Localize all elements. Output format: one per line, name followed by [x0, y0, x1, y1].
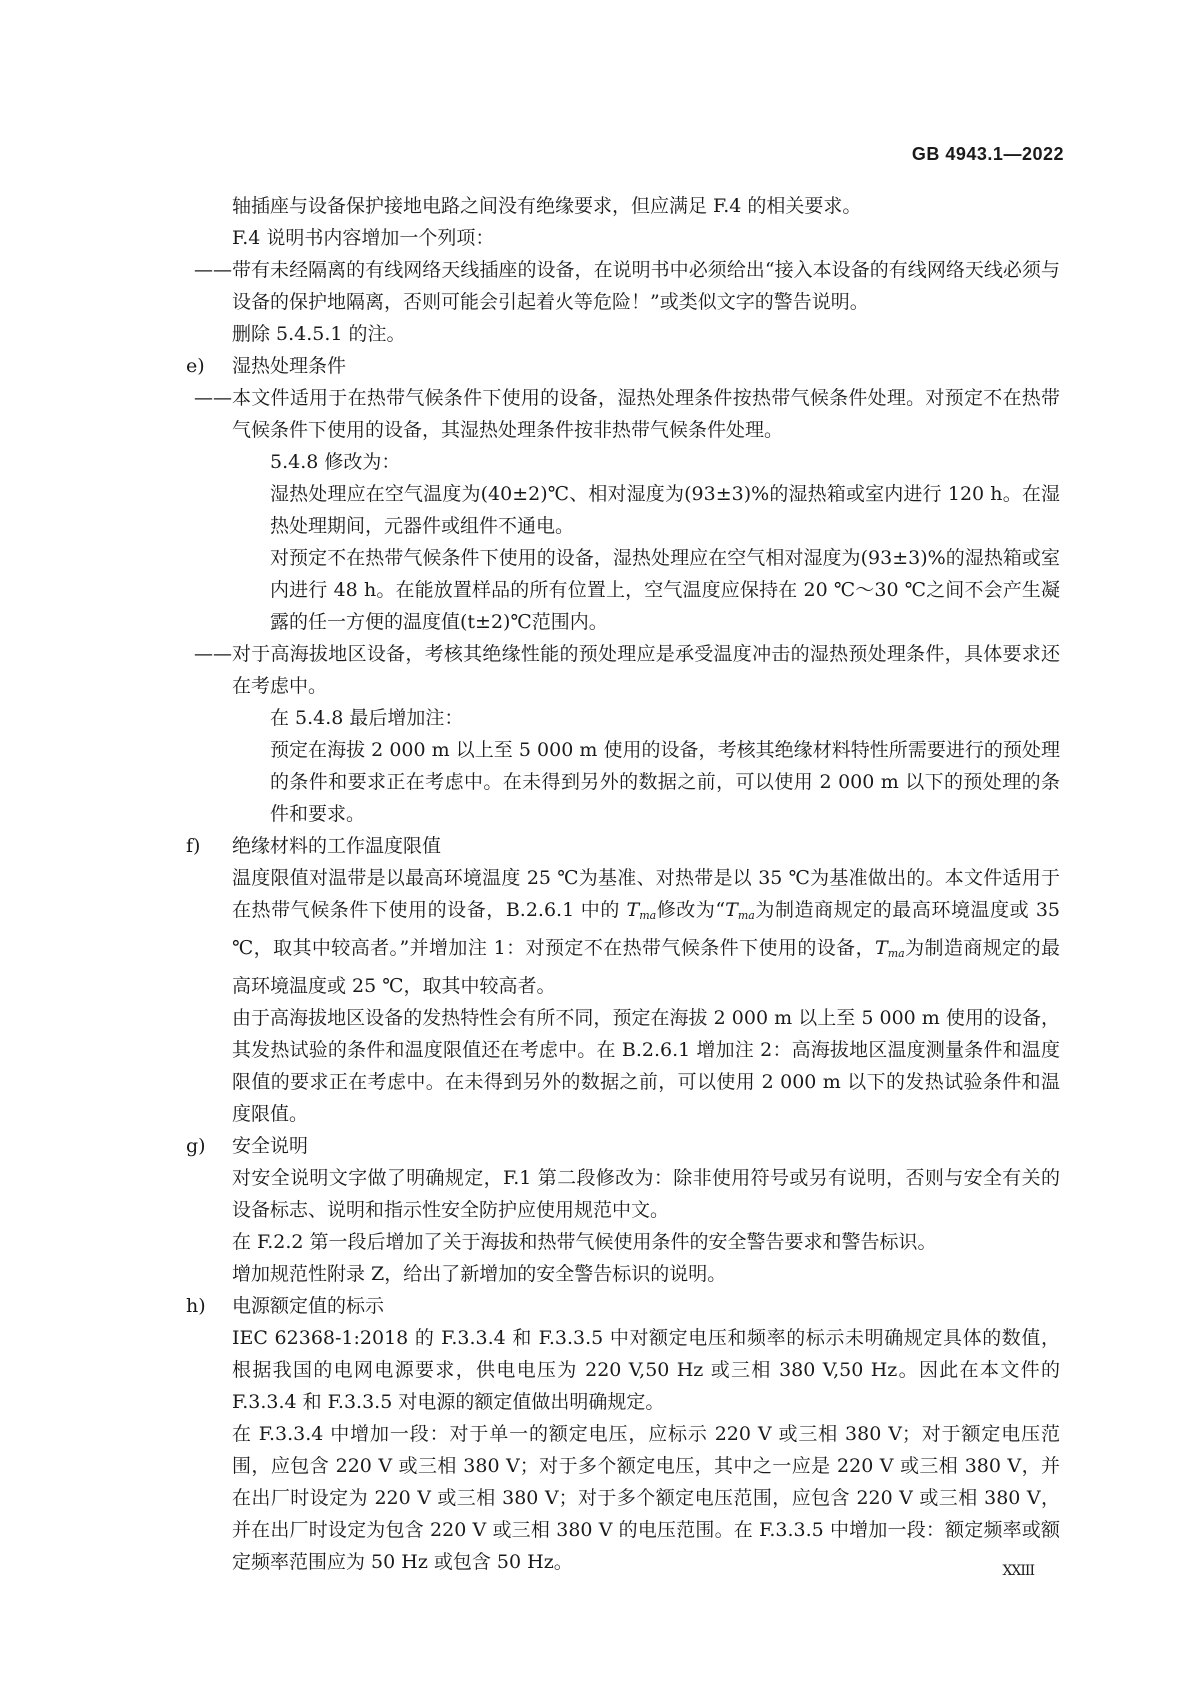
paragraph: 对安全说明文字做了明确规定，F.1 第二段修改为：除非使用符号或另有说明，否则与安全有关的设备标志、说明和指示性安全防护应使用规范中文。 — [232, 1167, 1060, 1221]
paragraph: 轴插座与设备保护接地电路之间没有绝缘要求，但应满足 F.4 的相关要求。 — [232, 195, 862, 217]
dash-marker: —— — [194, 643, 232, 665]
dash-list-item — [194, 382, 1060, 446]
dash-item-text: 本文件适用于在热带气候条件下使用的设备，湿热处理条件按热带气候条件处理。对预定不在热带气候条件下使用的设备，其湿热处理条件按非热带气候条件处理。 — [232, 387, 1060, 441]
dash-item-text: 带有未经隔离的有线网络天线插座的设备，在说明书中必须给出“接入本设备的有线网络天线必须与设备的保护地隔离，否则可能会引起着火等危险！”或类似文字的警告说明。 — [232, 259, 1060, 313]
sub-paragraph: 在 5.4.8 最后增加注： — [270, 707, 464, 729]
paragraph — [232, 862, 1060, 1002]
dash-item-text: 对于高海拔地区设备，考核其绝缘性能的预处理应是承受温度冲击的湿热预处理条件，具体要求还在考虑中。 — [232, 643, 1060, 697]
text-run: 为制造商规定的最高环境温度或 35 ℃，取其中较高者。”并增加注 1：对预定不在热带气候条件下使用的设备， — [232, 899, 1060, 959]
sub-paragraph: 湿热处理应在空气温度为(40±2)℃、相对湿度为(93±3)%的湿热箱或室内进行 120 h。在湿热处理期间，元器件或组件不通电。 — [270, 483, 1060, 537]
paragraph: 增加规范性附录 Z，给出了新增加的安全警告标识的说明。 — [232, 1263, 727, 1285]
paragraph: IEC 62368-1:2018 的 F.3.3.4 和 F.3.3.5 中对额定电压和频率的标示未明确规定具体的数值，根据我国的电网电源要求，供电电压为 220 V,50 Hz 或三相 380 V,50 Hz。因此在本文件的 F.3.3.4 和 F.3.3.5 对电源的额定值做出明确规定。 — [232, 1327, 1060, 1413]
page-number: XXIII — [1002, 1563, 1034, 1579]
paragraph: 由于高海拔地区设备的发热特性会有所不同，预定在海拔 2 000 m 以上至 5 000 m 使用的设备，其发热试验的条件和温度限值还在考虑中。在 B.2.6.1 增加注 2：高海拔地区温度测量条件和温度限值的要求正在考虑中。在未得到另外的数据之前，可以使用 2 000 m 以下的发热试验条件和温度限值。 — [232, 1007, 1060, 1125]
paragraph: F.4 说明书内容增加一个列项： — [232, 227, 495, 249]
item-e-heading — [186, 350, 1060, 382]
item-f-heading — [186, 830, 1060, 862]
item-title: 湿热处理条件 — [232, 355, 347, 377]
sub-paragraph: 5.4.8 修改为： — [270, 451, 401, 473]
text-run: 修改为“ — [656, 899, 726, 921]
item-title: 安全说明 — [232, 1135, 309, 1157]
dash-marker: —— — [194, 387, 232, 409]
sub-paragraph: 对预定不在热带气候条件下使用的设备，湿热处理应在空气相对湿度为(93±3)%的湿热箱或室内进行 48 h。在能放置样品的所有位置上，空气温度应保持在 20 ℃～30 ℃之间不会产生凝露的任一方便的温度值(t±2)℃范围内。 — [270, 547, 1060, 633]
item-label: h) — [186, 1295, 206, 1317]
sub-paragraph: 预定在海拔 2 000 m 以上至 5 000 m 使用的设备，考核其绝缘材料特性所需要进行的预处理的条件和要求正在考虑中。在未得到另外的数据之前，可以使用 2 000 m 以下的预处理的条件和要求。 — [270, 739, 1060, 825]
paragraph: 在 F.3.3.4 中增加一段：对于单一的额定电压，应标示 220 V 或三相 380 V；对于额定电压范围，应包含 220 V 或三相 380 V；对于多个额定电压，其中之一应是 220 V 或三相 380 V，并在出厂时设定为 220 V 或三相 380 V；对于多个额定电压范围，应包含 220 V 或三相 380 V，并在出厂时设定为包含 220 V 或三相 380 V 的电压范围。在 F.3.3.5 中增加一段：额定频率或额定频率范围应为 50 Hz 或包含 50 Hz。 — [232, 1423, 1060, 1573]
item-title: 电源额定值的标示 — [232, 1295, 385, 1317]
item-h-heading — [186, 1290, 1060, 1322]
document-body — [186, 190, 1060, 1578]
t-ma-symbol: $T_{ma}$ — [626, 899, 657, 922]
dash-list-item — [194, 254, 1060, 318]
paragraph: 在 F.2.2 第一段后增加了关于海拔和热带气候使用条件的安全警告要求和警告标识。 — [232, 1231, 937, 1253]
paragraph: 删除 5.4.5.1 的注。 — [232, 323, 406, 345]
item-label: f) — [186, 835, 201, 857]
item-label: e) — [186, 355, 205, 377]
t-ma-symbol: $T_{ma}$ — [875, 937, 905, 960]
t-ma-symbol: $T_{ma}$ — [725, 899, 755, 922]
item-g-heading — [186, 1130, 1060, 1162]
dash-list-item — [194, 638, 1060, 702]
text-run: 温度限值对温带是以最高环境温度 25 ℃为基准、对热带是以 35 ℃为基准做出的。本文件适用于在热带气候条件下使用的设备，B.2.6.1 中的 — [232, 867, 1060, 921]
dash-marker: —— — [194, 259, 232, 281]
item-label: g) — [186, 1135, 206, 1157]
text-run: 为制造商规定的最高环境温度或 25 ℃，取其中较高者。 — [232, 937, 1060, 997]
standard-number: GB 4943.1—2022 — [911, 144, 1064, 164]
item-title: 绝缘材料的工作温度限值 — [232, 835, 442, 857]
